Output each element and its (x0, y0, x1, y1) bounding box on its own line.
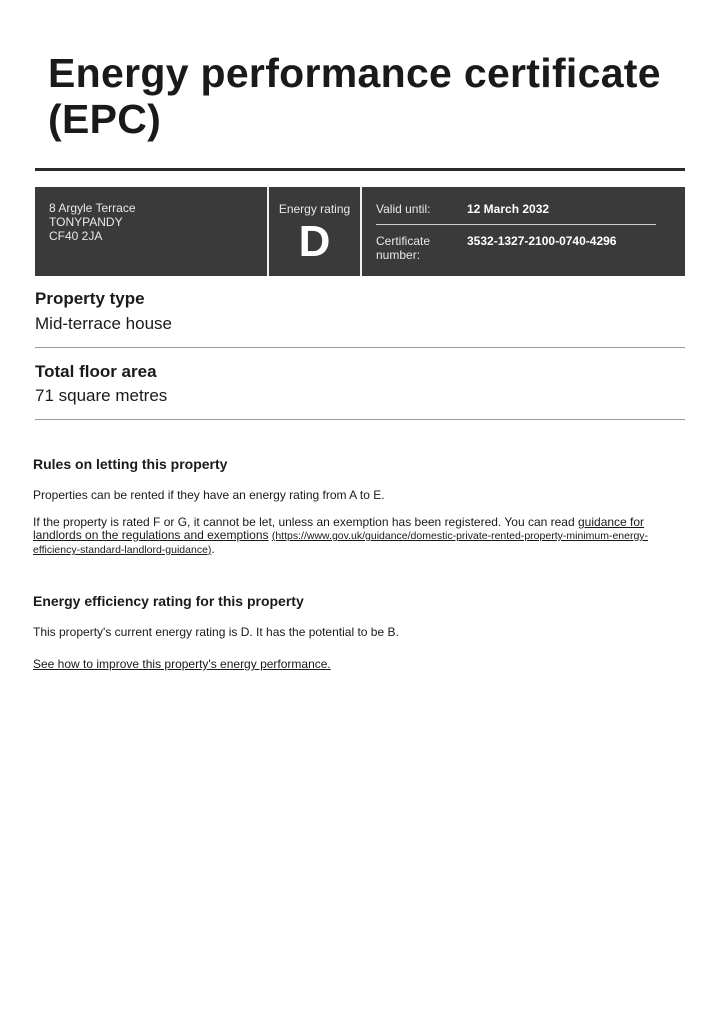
certificate-label-line-1: Certificate (376, 234, 431, 248)
letting-rules-text: If the property is rated F or G, it cannot be let, unless an exemption has been registered. You can read (33, 515, 578, 529)
property-type-value: Mid-terrace house (35, 314, 173, 333)
energy-rating-label: Energy rating (278, 202, 351, 216)
address-line-1: 8 Argyle Terrace (49, 201, 136, 215)
certificate-number-label (376, 234, 456, 262)
section-divider-1 (35, 347, 685, 348)
floor-area-value: 71 square metres (35, 386, 168, 405)
address-line-2: TONYPANDY (49, 215, 123, 229)
letting-rules-paragraph-2 (33, 516, 685, 557)
efficiency-heading: Energy efficiency rating for this property (33, 593, 304, 609)
certificate-number-value: 3532-1327-2100-0740-4296 (467, 234, 617, 248)
address-line-3: CF40 2JA (49, 229, 103, 243)
certificate-label-line-2: number: (376, 248, 421, 262)
letting-rules-paragraph-1: Properties can be rented if they have an energy rating from A to E. (33, 488, 385, 502)
improve-performance-link[interactable]: See how to improve this property's energy performance. (33, 657, 331, 671)
letting-rules-end: . (211, 542, 215, 556)
title-divider (35, 168, 685, 171)
banner-inner-divider (376, 224, 656, 225)
valid-until-value: 12 March 2032 (467, 202, 550, 216)
title-line-1: Energy performance certificate (48, 50, 661, 96)
summary-banner (35, 187, 685, 276)
property-address (49, 201, 136, 243)
landlord-guidance-link[interactable]: guidance for landlords on the regulations and exemptions (33, 515, 645, 542)
banner-divider-2 (360, 187, 362, 276)
efficiency-paragraph: This property's current energy rating is D. It has the potential to be B. (33, 625, 399, 639)
valid-until-label: Valid until: (376, 202, 431, 216)
page-title (48, 50, 668, 142)
landlord-guidance-url[interactable]: (https://www.gov.uk/guidance/domestic-private-rented-property-minimum-energy-efficiency-standard-landlord-guidance) (33, 530, 649, 556)
section-divider-2 (35, 419, 685, 420)
letting-rules-heading: Rules on letting this property (33, 456, 228, 472)
floor-area-heading: Total floor area (35, 362, 157, 381)
title-line-2: (EPC) (48, 96, 162, 142)
property-type-heading: Property type (35, 289, 145, 308)
energy-rating-letter: D (298, 217, 331, 266)
